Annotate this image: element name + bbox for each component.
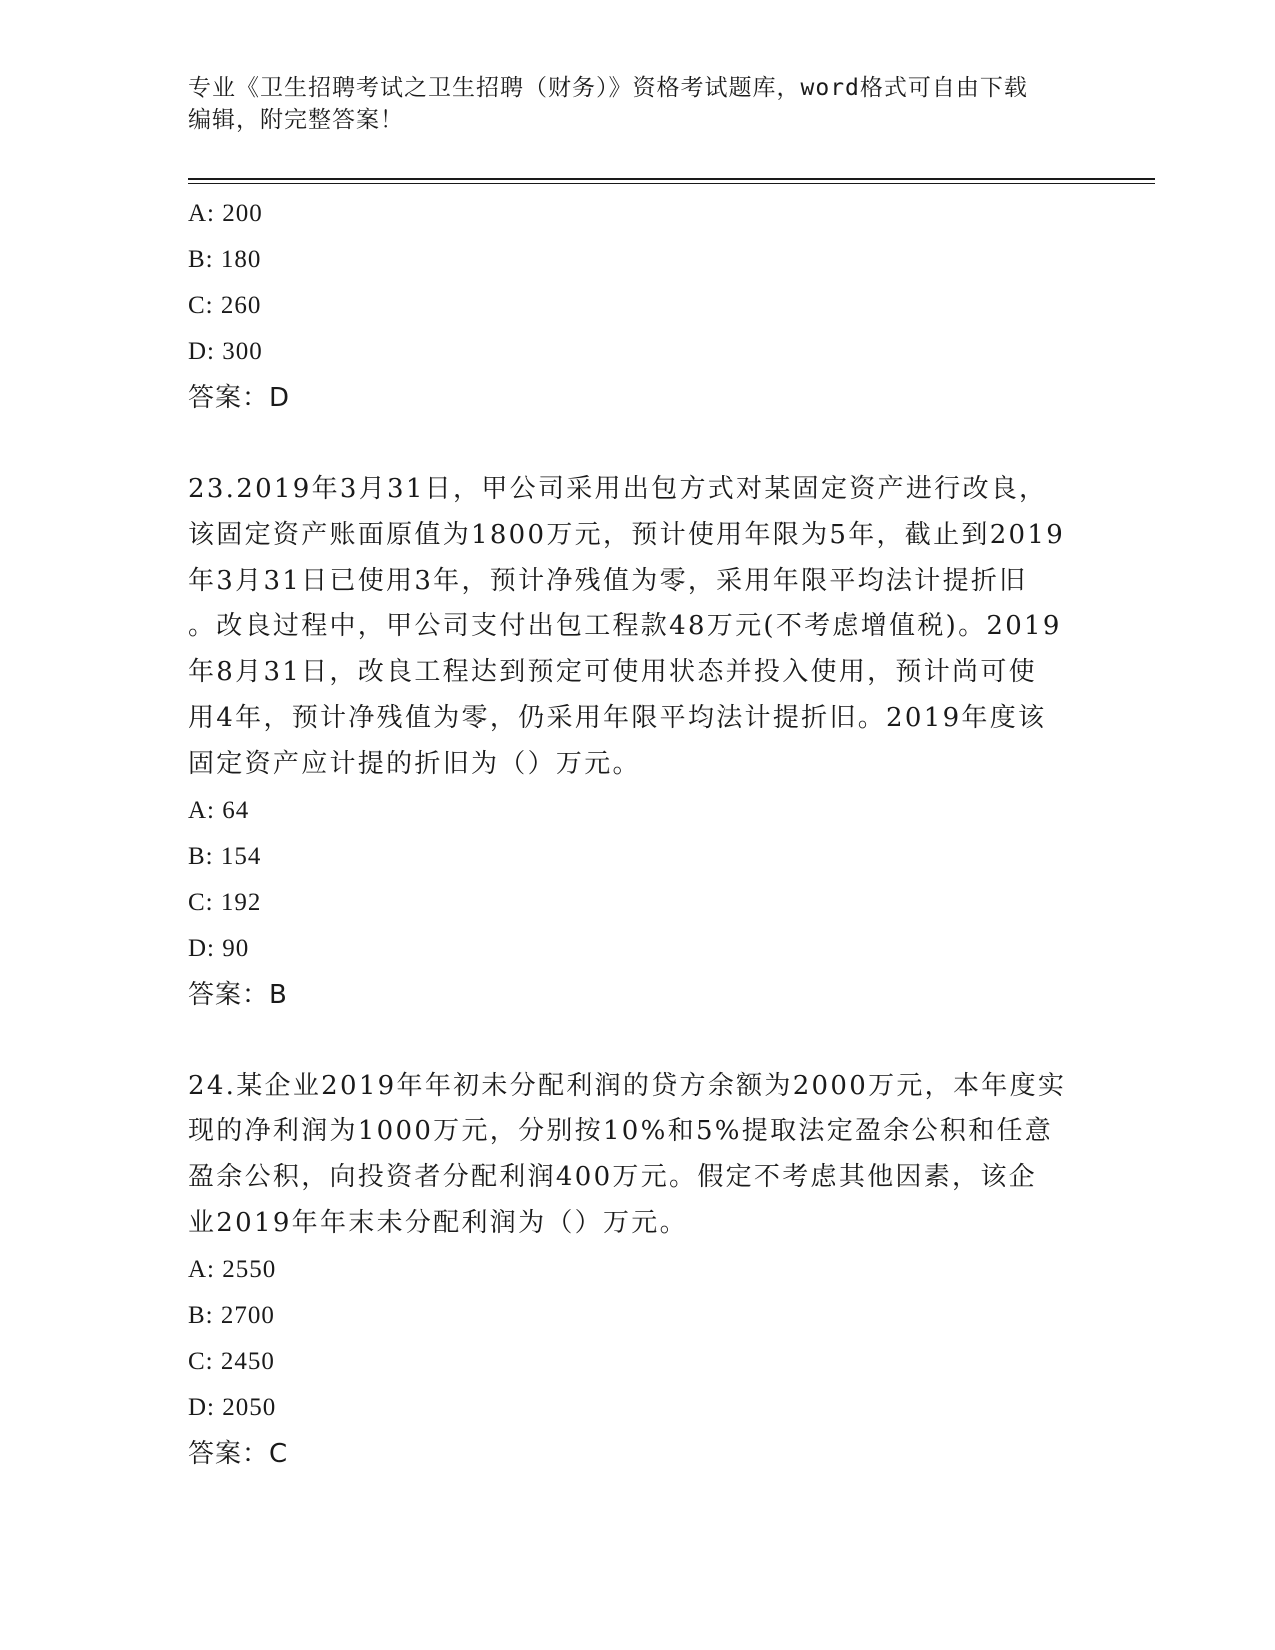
option-d: D: 90 [188,934,250,962]
document-body [188,191,1088,1477]
option-b: B: 180 [188,246,262,273]
option-a: A: 64 [188,796,250,824]
question-22-answer: 答案：D [188,383,291,413]
question-line: 。改良过程中，甲公司支付出包工程款48万元(不考虑增值税)。2019 [188,611,1062,642]
question-line: 年3月31日已使用3年，预计净残值为零，采用年限平均法计提折旧 [188,565,1028,596]
question-line: 23.2019年3月31日，甲公司采用出包方式对某固定资产进行改良， [188,474,1048,504]
question-line: 该固定资产账面原值为1800万元，预计使用年限为5年，截止到2019 [188,519,1066,550]
option-c: C: 260 [188,292,262,319]
question-line: 24.某企业2019年年初未分配利润的贷方余额为2000万元，本年度实 [188,1070,1067,1101]
question-line: 盈余公积，向投资者分配利润400万元。假定不考虑其他因素，该企 [188,1162,1037,1193]
question-24-options [188,1247,1088,1431]
document-header [188,72,1088,136]
question-23-text [188,467,1088,788]
header-line-1: 专业《卫生招聘考试之卫生招聘（财务）》资格考试题库，word格式可自由下载 [188,75,1028,101]
option-c: C: 2450 [188,1347,275,1375]
option-d: D: 2050 [188,1393,277,1421]
question-24-answer: 答案：C [188,1438,289,1469]
option-d: D: 300 [188,338,263,365]
question-line: 固定资产应计提的折旧为（）万元。 [188,748,641,779]
question-line: 年8月31日，改良工程达到预定可使用状态并投入使用，预计尚可使 [188,657,1037,688]
question-line: 用4年，预计净残值为零，仍采用年限平均法计提折旧。2019年度该 [188,702,1047,733]
option-b: B: 2700 [188,1301,275,1329]
question-22-options [188,191,1088,375]
option-b: B: 154 [188,842,262,870]
option-c: C: 192 [188,888,262,916]
question-line: 现的净利润为1000万元，分别按10%和5%提取法定盈余公积和任意 [188,1116,1054,1147]
header-line-2: 编辑，附完整答案！ [188,107,404,133]
question-23-options [188,788,1088,972]
question-24-text [188,1064,1088,1247]
option-a: A: 2550 [188,1255,277,1283]
header-divider-thick [188,178,1155,180]
option-a: A: 200 [188,200,263,227]
header-divider-thin [188,183,1155,184]
question-23-answer: 答案：B [188,979,288,1010]
question-line: 业2019年年末未分配利润为（）万元。 [188,1207,688,1238]
